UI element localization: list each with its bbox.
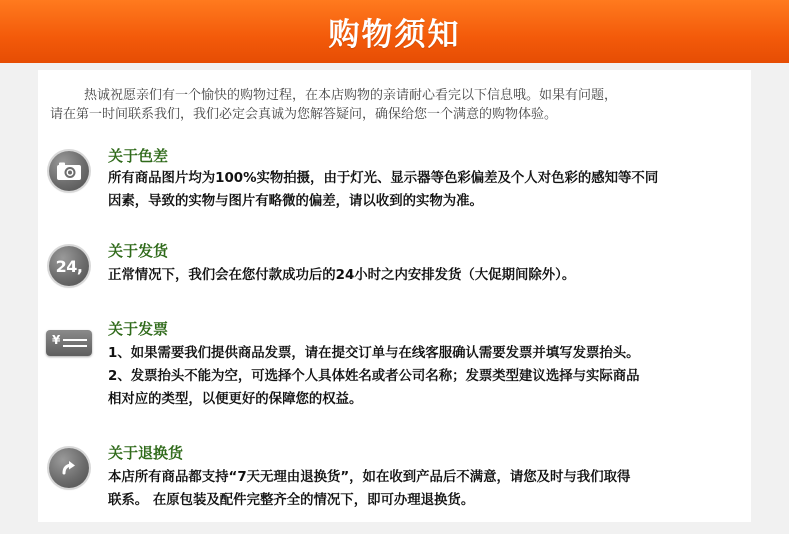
24-hour-icon-text: 24, <box>55 256 83 276</box>
yen-symbol: ¥ <box>52 333 61 347</box>
section-body <box>108 466 758 512</box>
section-line: 2、发票抬头不能为空，可选择个人具体姓名或者公司名称；发票类型建议选择与实际商品 <box>108 369 640 384</box>
section-body <box>108 342 758 411</box>
intro-line: 热诚祝愿亲们有一个愉快的购物过程，在本店购物的亲请耐心看完以下信息哦。如果有问题， <box>84 88 618 103</box>
return-arrow-icon <box>49 448 89 488</box>
section-title: 关于发票 <box>108 320 169 338</box>
section-line: 所有商品图片均为100%实物拍摄，由于灯光、显示器等色彩偏差及个人对色彩的感知等不同 <box>108 171 659 186</box>
section-body <box>108 167 758 213</box>
section-title: 关于退换货 <box>108 444 184 462</box>
invoice-card-icon <box>46 330 92 356</box>
page-title: 购物须知 <box>328 17 461 53</box>
section-line: 联系。 在原包装及配件完整齐全的情况下，即可办理退换货。 <box>108 493 475 508</box>
24-hour-icon <box>49 246 89 286</box>
section-title: 关于色差 <box>108 147 169 165</box>
banner <box>0 0 789 63</box>
section-line: 1、如果需要我们提供商品发票，请在提交订单与在线客服确认需要发票并填写发票抬头。 <box>108 346 640 361</box>
intro-line: 请在第一时间联系我们，我们必定会真诚为您解答疑问，确保给您一个满意的购物体验。 <box>50 107 558 122</box>
section-title: 关于发货 <box>108 242 169 260</box>
intro-text <box>50 86 750 124</box>
section-body <box>108 264 758 287</box>
section-line: 正常情况下，我们会在您付款成功后的24小时之内安排发货（大促期间除外）。 <box>108 268 576 283</box>
section-line: 因素，导致的实物与图片有略微的偏差，请以收到的实物为准。 <box>108 194 483 209</box>
section-line: 本店所有商品都支持“7天无理由退换货”，如在收到产品后不满意，请您及时与我们取得 <box>108 470 631 485</box>
camera-icon <box>49 151 89 191</box>
section-line: 相对应的类型，以便更好的保障您的权益。 <box>108 392 363 407</box>
